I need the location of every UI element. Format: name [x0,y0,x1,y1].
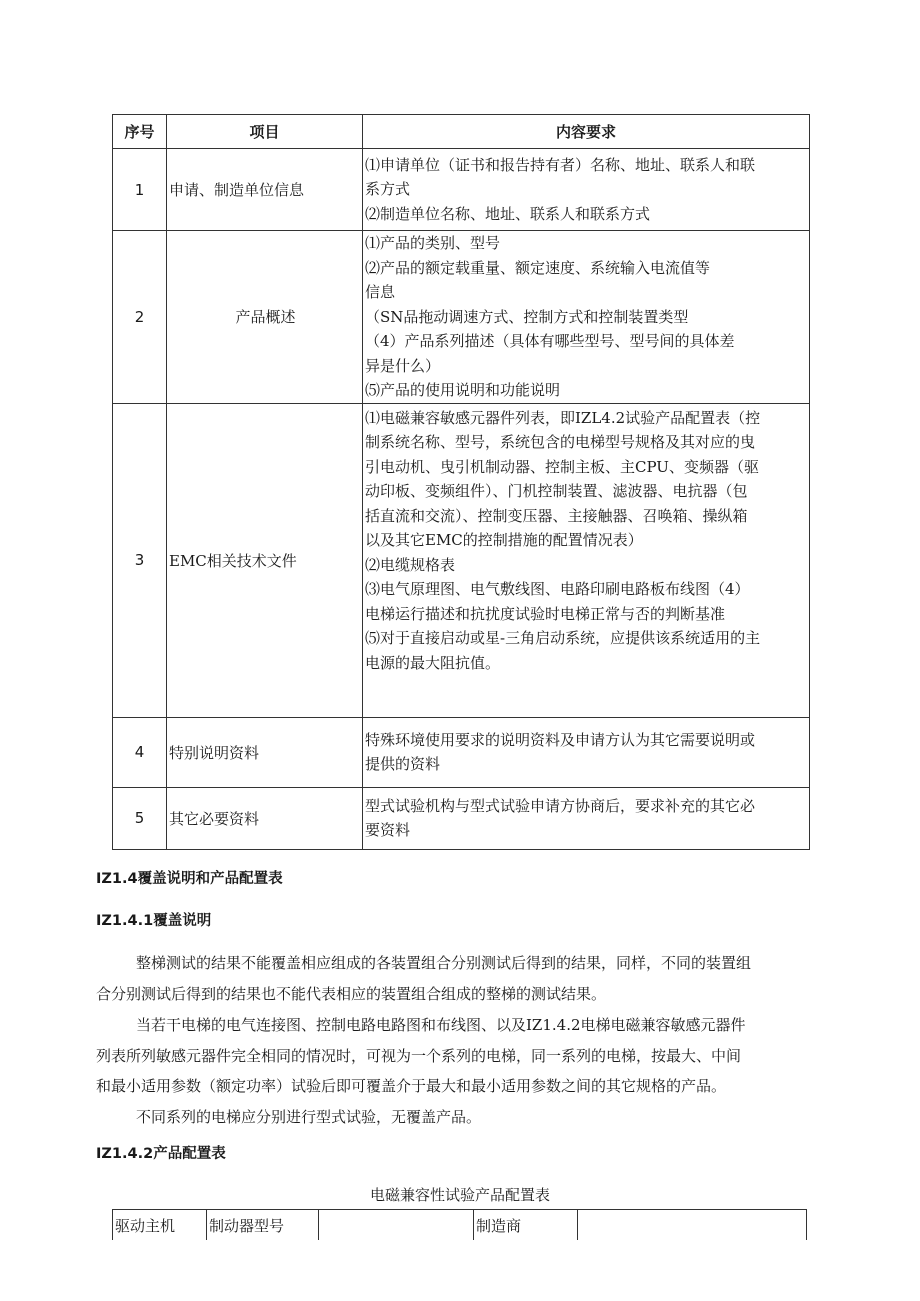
content-line: ⑴电磁兼容敏感元器件列表，即IZL4.2试验产品配置表（控 [365,408,761,427]
content-line: 要资料 [365,821,411,839]
paragraph-line: 当若干电梯的电气连接图、控制电路电路图和布线图、以及IZ1.4.2电梯电磁兼容敏感元器件 [136,1016,746,1034]
config-table-caption: 电磁兼容性试验产品配置表 [369,1186,550,1204]
table-row [113,403,810,717]
section-heading-1-4-1: IZ1.4.1覆盖说明 [96,913,212,929]
requirements-table [112,114,810,850]
table-row [113,1210,807,1241]
content-line: ⑸产品的使用说明和功能说明 [365,381,561,399]
content-line: 特殊环境使用要求的说明资料及申请方认为其它需要说明或 [365,730,756,749]
row-num: 1 [113,149,167,231]
row-content [363,231,810,404]
row-item: 产品概述 [167,231,363,404]
section-heading-1-4-2: IZ1.4.2产品配置表 [96,1146,226,1162]
header-item: 项目 [167,115,363,149]
content-line: 信息 [365,283,396,301]
table-header-row [113,115,810,149]
table-row [113,717,810,787]
content-line: 系方式 [365,180,411,199]
paragraph-line: 整梯测试的结果不能覆盖相应组成的各装置组合分别测试后得到的结果，同样，不同的装置组 [136,954,752,972]
section-heading-1-4: IZ1.4覆盖说明和产品配置表 [96,871,283,887]
content-line: ⑴产品的类别、型号 [365,234,501,252]
paragraph-line: 合分别测试后得到的结果也不能代表相应的装置组合组成的整梯的测试结果。 [96,985,607,1003]
table-row [113,787,810,849]
content-line: ⑸对于直接启动或星-三角启动系统，应提供该系统适用的主 [365,629,761,647]
config-table [112,1209,807,1240]
row-item: 其它必要资料 [167,787,363,849]
cell-brake-model-value [319,1210,474,1241]
row-num: 2 [113,231,167,404]
row-content [363,717,810,787]
content-line: 括直流和交流）、控制变压器、主接触器、召唤箱、操纵箱 [365,506,748,525]
row-content [363,149,810,231]
content-line: 制系统名称、型号，系统包含的电梯型号规格及其对应的曳 [365,433,756,451]
row-num: 3 [113,403,167,717]
content-line: 动印板、变频组件）、门机控制装置、滤波器、电抗器（包 [365,482,748,500]
cell-manufacturer-value [578,1210,807,1241]
paragraph-line: 不同系列的电梯应分别进行型式试验，无覆盖产品。 [136,1108,482,1126]
row-num: 5 [113,787,167,849]
row-num: 4 [113,717,167,787]
content-line: ⑵电缆规格表 [365,555,456,574]
content-line: （SN品拖动调速方式、控制方式和控制装置类型 [365,307,689,326]
row-item: 申请、制造单位信息 [167,149,363,231]
content-line: ⑶电气原理图、电气敷线图、电路印刷电路板布线图（4） [365,580,750,598]
header-content: 内容要求 [363,115,810,149]
table-row [113,231,810,404]
row-content [363,403,810,717]
cell-drive-host: 驱动主机 [113,1210,207,1241]
cell-brake-model: 制动器型号 [207,1210,319,1241]
content-line: 引电动机、曳引机制动器、控制主板、主CPU、变频器（驱 [365,457,759,476]
content-line: （4）产品系列描述（具体有哪些型号、型号间的具体差 [365,332,735,350]
header-num: 序号 [113,115,167,149]
cell-manufacturer: 制造商 [474,1210,578,1241]
content-line: 电源的最大阻抗值。 [365,653,501,672]
content-line: 以及其它EMC的控制措施的配置情况表） [365,531,643,549]
content-line: ⑴申请单位（证书和报告持有者）名称、地址、联系人和联 [365,155,756,174]
content-line: 电梯运行描述和抗扰度试验时电梯正常与否的判断基准 [365,604,726,623]
content-line: 提供的资料 [365,755,441,773]
paragraph-line: 和最小适用参数（额定功率）试验后即可覆盖介于最大和最小适用参数之间的其它规格的产品。 [96,1077,727,1095]
paragraph-line: 列表所列敏感元器件完全相同的情况时，可视为一个系列的电梯，同一系列的电梯，按最大、中间 [96,1047,742,1065]
table-row [113,149,810,231]
content-line: ⑵制造单位名称、地址、联系人和联系方式 [365,204,651,223]
content-line: ⑵产品的额定载重量、额定速度、系统输入电流值等 [365,258,711,277]
content-line: 异是什么） [365,356,441,375]
row-item: 特别说明资料 [167,717,363,787]
row-content [363,787,810,849]
content-line: 型式试验机构与型式试验申请方协商后，要求补充的其它必 [365,796,756,815]
row-item: EMC相关技术文件 [167,403,363,717]
